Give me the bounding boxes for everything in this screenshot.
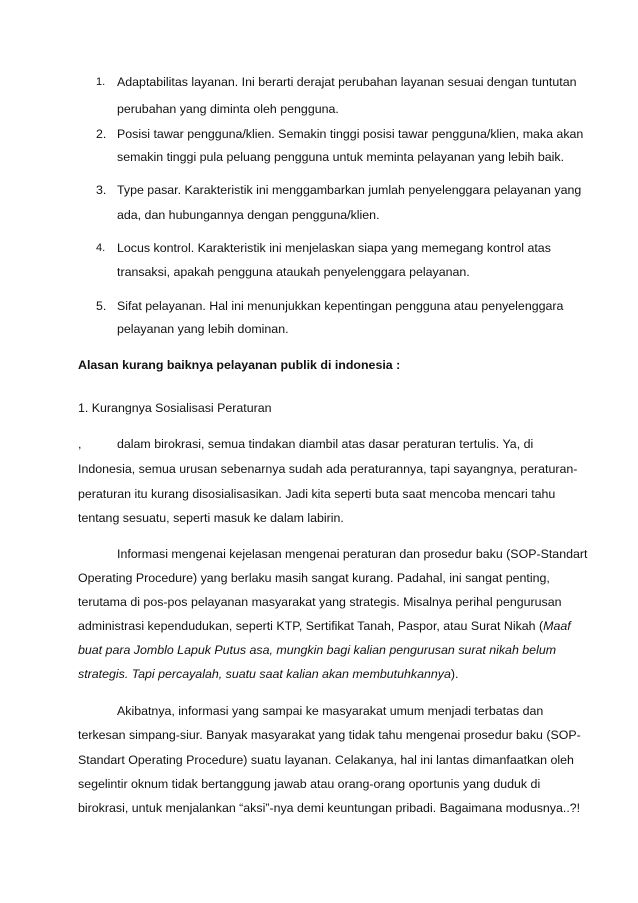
list-item-2-line-1: Posisi tawar pengguna/klien. Semakin tinggi posisi tawar pengguna/klien, maka akan xyxy=(117,127,584,141)
para2-line-5: buat para Jomblo Lapuk Putus asa, mungkin bagi kalian pengurusan surat nikah belum xyxy=(78,643,557,657)
list-item-2-line-2: semakin tinggi pula peluang pengguna untuk meminta pelayanan yang lebih baik. xyxy=(117,150,565,164)
para1-comma: , xyxy=(78,437,82,451)
para2-line-2: Operating Procedure) yang berlaku masih sangat kurang. Padahal, ini sangat penting, xyxy=(78,571,550,585)
para2-line-6 xyxy=(78,666,458,682)
list-item-1-line-2: perubahan yang diminta oleh pengguna. xyxy=(117,102,339,116)
list-item-5-line-1: Sifat pelayanan. Hal ini menunjukkan kepentingan pengguna atau penyelenggara xyxy=(117,299,564,313)
list-item-4-line-1: Locus kontrol. Karakteristik ini menjelaskan siapa yang memegang kontrol atas xyxy=(117,241,551,255)
list-number-3: 3. xyxy=(96,183,107,197)
list-item-1-line-1: Adaptabilitas layanan. Ini berarti derajat perubahan layanan sesuai dengan tuntutan xyxy=(117,75,577,89)
para2-line-4 xyxy=(78,618,571,634)
list-number-1: 1. xyxy=(96,76,106,88)
para3-line-3: Standart Operating Procedure) suatu layanan. Celakanya, hal ini lantas dimanfaatkan oleh xyxy=(78,753,574,767)
list-item-4-line-2: transaksi, apakah pengguna ataukah penyelenggara pelayanan. xyxy=(117,265,470,279)
list-item-5-line-2: pelayanan yang lebih dominan. xyxy=(117,322,289,336)
para3-line-2: terkesan simpang-siur. Banyak masyarakat yang tidak tahu mengenai prosedur baku (SOP- xyxy=(78,728,581,742)
list-number-5: 5. xyxy=(96,299,107,313)
para1-line-4: tentang sesuatu, seperti masuk ke dalam labirin. xyxy=(78,511,344,525)
para1-line-2: Indonesia, semua urusan sebenarnya sudah ada peraturannya, tapi sayangnya, peraturan- xyxy=(78,462,578,476)
list-number-2: 2. xyxy=(96,127,107,141)
para2-line-4-italic: Maaf xyxy=(543,619,571,633)
list-item-3-line-1: Type pasar. Karakteristik ini menggambarkan jumlah penyelenggara pelayanan yang xyxy=(117,183,582,197)
para1-line-3: peraturan itu kurang disosialisasikan. Jadi kita seperti buta saat mencoba mencari tahu xyxy=(78,487,556,501)
section-heading: Alasan kurang baiknya pelayanan publik di indonesia : xyxy=(78,358,401,372)
para3-line-4: segelintir oknum tidak bertanggung jawab atau orang-orang oportunis yang duduk di xyxy=(78,777,541,791)
para2-line-1: Informasi mengenai kejelasan mengenai peraturan dan prosedur baku (SOP-Standart xyxy=(117,547,588,561)
para1-line-1: dalam birokrasi, semua tindakan diambil atas dasar peraturan tertulis. Ya, di xyxy=(117,437,534,451)
para2-line-3: terutama di pos-pos pelayanan masyarakat yang strategis. Misalnya perihal pengurusan xyxy=(78,595,562,609)
list-number-4: 4. xyxy=(96,242,106,254)
para3-line-1: Akibatnya, informasi yang sampai ke masyarakat umum menjadi terbatas dan xyxy=(117,704,544,718)
para2-line-6-plain: ). xyxy=(450,667,459,681)
section-subheading: 1. Kurangnya Sosialisasi Peraturan xyxy=(78,401,272,415)
para3-line-5: birokrasi, untuk menjalankan “aksi”-nya demi keuntungan pribadi. Bagaimana modusnya..?! xyxy=(78,801,581,815)
para2-line-4-plain: administrasi kependudukan, seperti KTP, Sertifikat Tanah, Paspor, atau Surat Nikah ( xyxy=(78,619,544,633)
list-item-3-line-2: ada, dan hubungannya dengan pengguna/klien. xyxy=(117,208,380,222)
para2-line-6-italic: strategis. Tapi percayalah, suatu saat kalian akan membutuhkannya xyxy=(78,667,451,681)
